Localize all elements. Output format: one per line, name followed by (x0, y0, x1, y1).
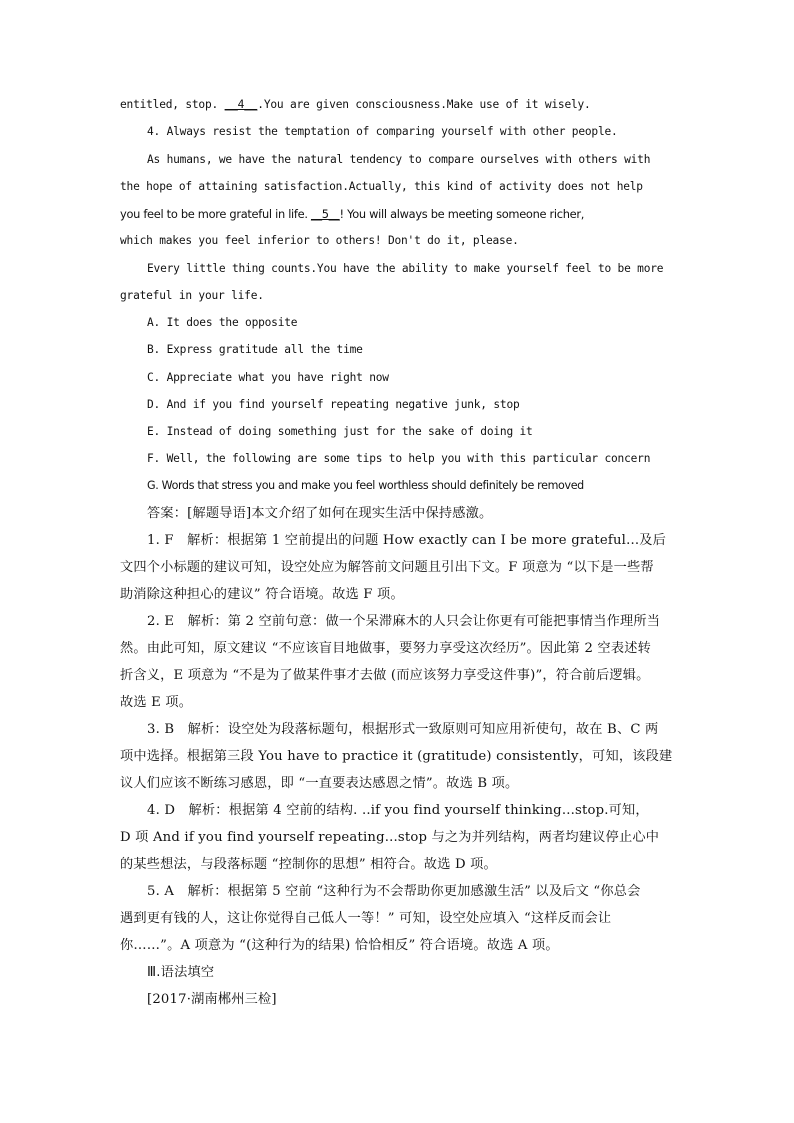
option-b: B. Express gratitude all the time (147, 343, 363, 356)
blank-5: __5__ (311, 207, 340, 221)
blank-4: __4__ (224, 98, 258, 111)
answer-1-cont: 助消除这种担心的建议” 符合语境。故选 F 项。 (120, 587, 404, 602)
section-source: [2017·湖南郴州三检] (147, 992, 277, 1007)
option-f: F. Well, the following are some tips to help you with this particular concern (147, 452, 651, 465)
passage-line: entitled, stop. __4__.You are given consciousness.Make use of it wisely. (120, 98, 591, 111)
answer-2-cont: 折含义，E 项意为 “不是为了做某件事才去做 (而应该努力享受这件事)”，符合前后逻辑。 (120, 668, 650, 683)
subheading-4: 4. Always resist the temptation of comparing yourself with other people. (147, 125, 618, 138)
option-a: A. It does the opposite (147, 316, 298, 329)
passage-line: the hope of attaining satisfaction.Actually, this kind of activity does not help (120, 180, 643, 193)
section-title: Ⅲ.语法填空 (147, 965, 215, 980)
passage-line: grateful in your life. (120, 289, 264, 302)
option-g: G. Words that stress you and make you feel worthless should definitely be removed (147, 479, 584, 492)
answer-3-cont: 项中选择。根据第三段 You have to practice it (gratitude) consistently，可知，该段建 (120, 749, 673, 764)
answer-5: 5. A 解析：根据第 5 空前 “这种行为不会帮助你更加感激生活” 以及后文 “你总会 (147, 884, 641, 899)
answer-4: 4. D 解析：根据第 4 空前的结构. ..if you find yourself thinking...stop.可知， (147, 803, 649, 818)
answer-2: 2. E 解析：第 2 空前句意：做一个呆滞麻木的人只会让你更有可能把事情当作理所当 (147, 614, 661, 629)
answer-1: 1. F 解析：根据第 1 空前提出的问题 How exactly can I be more grateful...及后 (147, 533, 667, 548)
answer-5-cont: 遇到更有钱的人，这让你觉得自己低人一等！” 可知，设空处应填入 “这样反而会让 (120, 911, 612, 926)
passage-line: Every little thing counts.You have the ability to make yourself feel to be more (147, 262, 664, 275)
passage-line: which makes you feel inferior to others! Don't do it, please. (120, 234, 519, 247)
answer-4-cont: 的某些想法，与段落标题 “控制你的思想” 相符合。故选 D 项。 (120, 857, 497, 872)
answer-1-cont: 文四个小标题的建议可知，设空处应为解答前文问题且引出下文。F 项意为 “以下是一些帮 (120, 560, 654, 575)
option-d: D. And if you find yourself repeating negative junk, stop (147, 398, 520, 411)
answer-3: 3. B 解析：设空处为段落标题句，根据形式一致原则可知应用祈使句，故在 B、C 两 (147, 722, 659, 737)
passage-line: As humans, we have the natural tendency to compare ourselves with others with (147, 153, 651, 166)
answer-2-cont: 故选 E 项。 (120, 695, 193, 710)
passage-line: you feel to be more grateful in life. __5__! You will always be meeting someone richer, (120, 207, 585, 221)
option-c: C. Appreciate what you have right now (147, 371, 389, 384)
answer-5-cont: 你……”。A 项意为 “(这种行为的结果) 恰恰相反” 符合语境。故选 A 项。 (120, 938, 559, 953)
answer-3-cont: 议人们应该不断练习感恩，即 “一直要表达感恩之情”。故选 B 项。 (120, 776, 519, 791)
answer-intro: 答案：[解题导语]本文介绍了如何在现实生活中保持感激。 (147, 506, 493, 521)
answer-2-cont: 然。由此可知，原文建议 “不应该盲目地做事，要努力享受这次经历”。因此第 2 空表述转 (120, 641, 651, 656)
answer-4-cont: D 项 And if you find yourself repeating...stop 与之为并列结构，两者均建议停止心中 (120, 830, 660, 845)
option-e: E. Instead of doing something just for the sake of doing it (147, 425, 533, 438)
